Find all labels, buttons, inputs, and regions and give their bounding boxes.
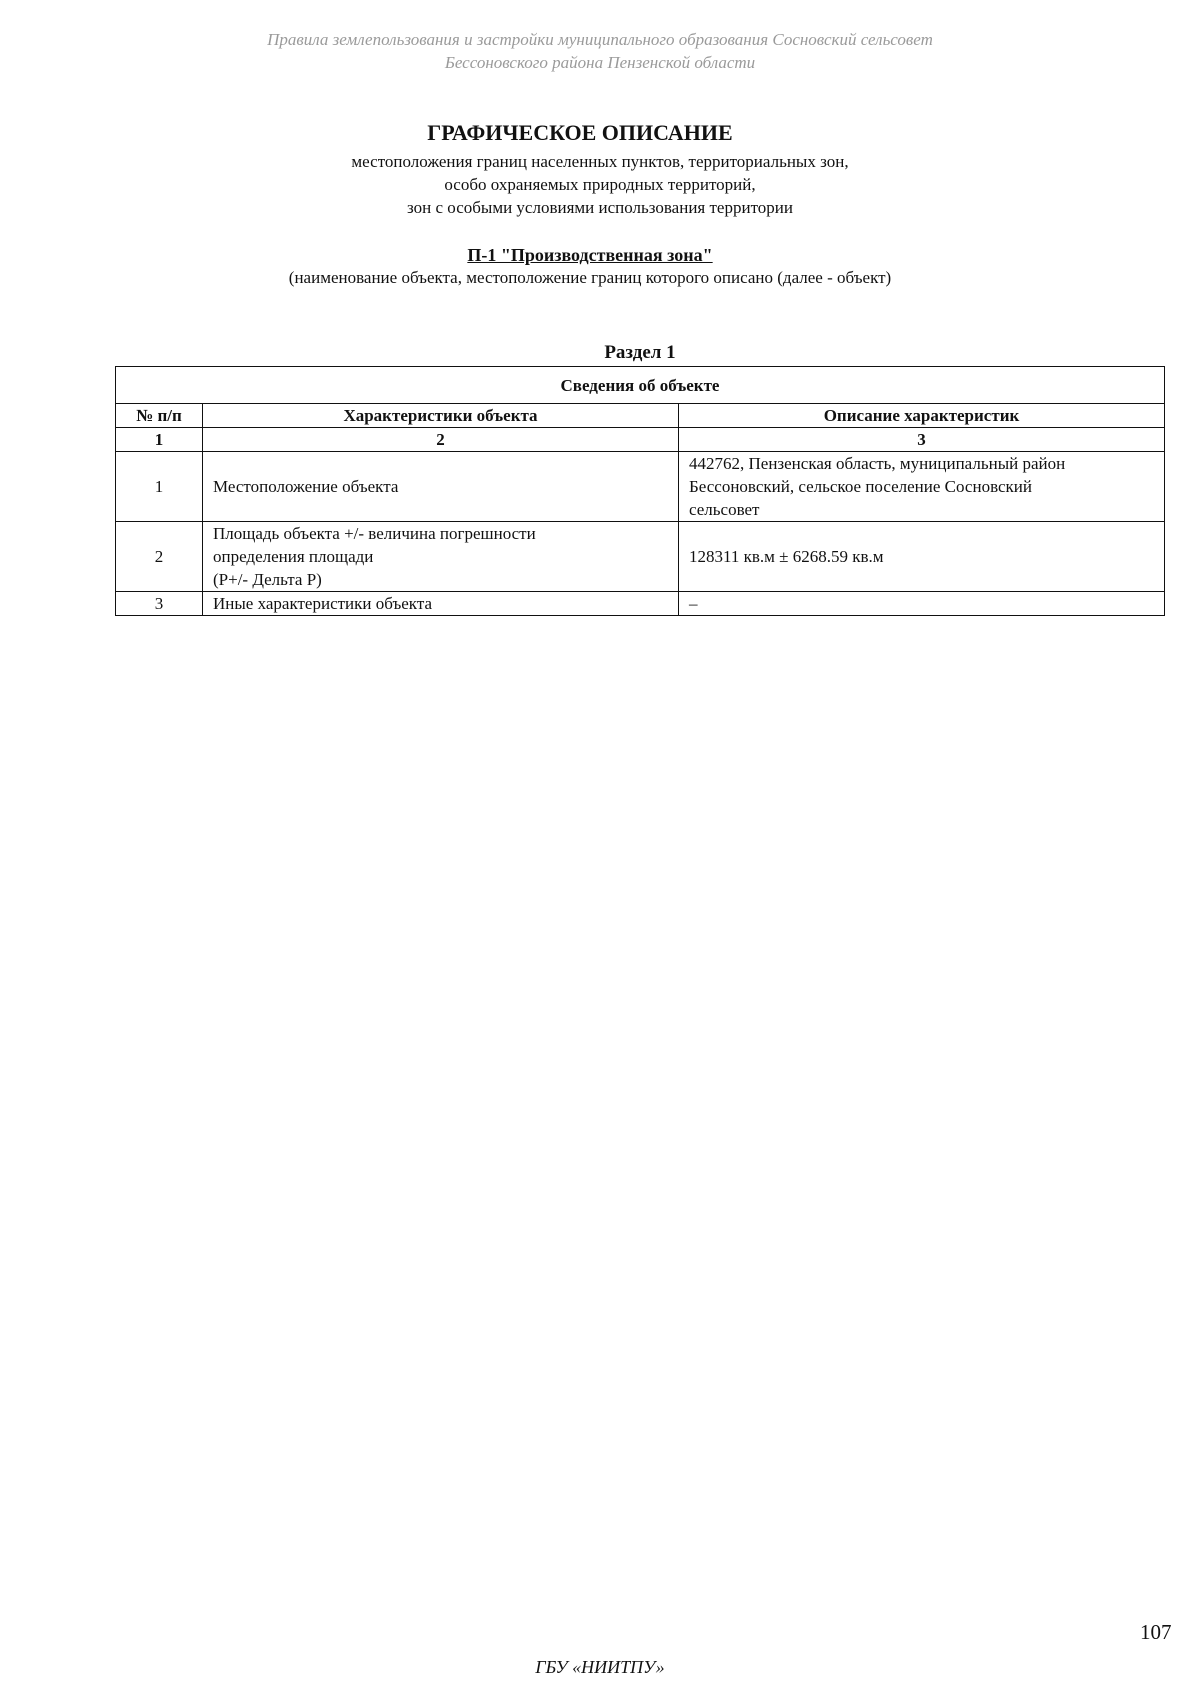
object-name: П-1 "Производственная зона" bbox=[467, 245, 713, 265]
row-3-description: – bbox=[679, 592, 1165, 616]
footer-organization: ГБУ «НИИТПУ» bbox=[535, 1657, 665, 1677]
row-2-characteristic-line-3: (Р+/- Дельта Р) bbox=[213, 570, 322, 589]
row-1-description bbox=[679, 452, 1165, 522]
row-2-characteristic bbox=[203, 522, 679, 592]
table-caption-row bbox=[116, 367, 1165, 404]
column-number-row bbox=[116, 428, 1165, 452]
row-1-description-line-1: 442762, Пензенская область, муниципальный район bbox=[689, 454, 1066, 473]
subtitle-line-3: зон с особыми условиями использования территории bbox=[407, 198, 793, 217]
row-3-characteristic: Иные характеристики объекта bbox=[203, 592, 679, 616]
row-1-description-line-2: Бессоновский, сельское поселение Сосновский bbox=[689, 477, 1032, 496]
table-row bbox=[116, 452, 1165, 522]
column-number-3: 3 bbox=[679, 428, 1165, 452]
row-2-characteristic-line-1: Площадь объекта +/- величина погрешности bbox=[213, 524, 536, 543]
header-characteristic: Характеристики объекта bbox=[203, 404, 679, 428]
row-1-characteristic: Местоположение объекта bbox=[203, 452, 679, 522]
page-number: 107 bbox=[1140, 1620, 1172, 1644]
row-2-num: 2 bbox=[116, 522, 203, 592]
running-header-line-1: Правила землепользования и застройки муниципального образования Сосновский сельсовет bbox=[267, 30, 933, 49]
subtitle-line-1: местоположения границ населенных пунктов, территориальных зон, bbox=[351, 152, 849, 171]
document-title: ГРАФИЧЕСКОЕ ОПИСАНИЕ bbox=[427, 120, 733, 145]
object-name-note: (наименование объекта, местоположение границ которого описано (далее - объект) bbox=[288, 268, 892, 287]
running-header-line-2: Бессоновского района Пензенской области bbox=[444, 53, 756, 72]
row-2-characteristic-line-2: определения площади bbox=[213, 547, 374, 566]
row-2-description: 128311 кв.м ± 6268.59 кв.м bbox=[679, 522, 1165, 592]
column-number-1: 1 bbox=[116, 428, 203, 452]
row-3-num: 3 bbox=[116, 592, 203, 616]
row-1-num: 1 bbox=[116, 452, 203, 522]
document-subtitle bbox=[300, 150, 900, 219]
table-row bbox=[116, 592, 1165, 616]
running-header bbox=[0, 28, 1200, 74]
subtitle-line-2: особо охраняемых природных территорий, bbox=[444, 175, 756, 194]
object-info-table bbox=[115, 366, 1165, 616]
column-number-2: 2 bbox=[203, 428, 679, 452]
table-caption: Сведения об объекте bbox=[116, 367, 1165, 404]
table-row bbox=[116, 522, 1165, 592]
section-title: Раздел 1 bbox=[604, 342, 676, 363]
table-header-row bbox=[116, 404, 1165, 428]
header-num: № п/п bbox=[116, 404, 203, 428]
header-description: Описание характеристик bbox=[679, 404, 1165, 428]
row-1-description-line-3: сельсовет bbox=[689, 500, 760, 519]
